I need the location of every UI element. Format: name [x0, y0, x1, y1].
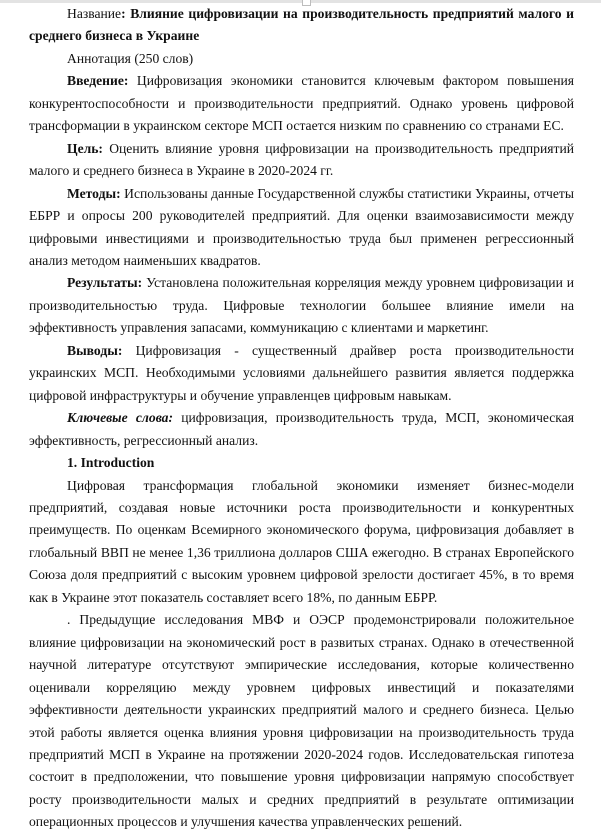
keywords-paragraph	[29, 407, 574, 452]
section-goal	[29, 138, 574, 183]
heading-introduction: 1. Introduction	[67, 455, 155, 471]
title-text: : Влияние цифровизации на производительность предприятий малого и среднего бизнеса в Украине	[29, 6, 574, 44]
section-methods	[29, 183, 574, 273]
section-conclusions	[29, 340, 574, 407]
section-text: Использованы данные Государственной службы статистики Украины, отчеты ЕБРР и опросы 200 руководителей предприятий. Для оценки взаимозависимости между цифровыми инвестициями и производительностью труда был применен регрессионный анализ методом наименьших квадратов.	[29, 185, 574, 268]
section-text: Цифровизация экономики становится ключевым фактором повышения конкурентоспособности и производительности предприятий. Однако уровень цифровой трансформации в украинском секторе МСП остается низким по сравнению со странами ЕС.	[29, 73, 574, 134]
body-paragraph: Цифровая трансформация глобальной экономики изменяет бизнес-модели предприятий, создавая новые источники роста производительности и конкурентных преимуществ. По оценкам Всемирного экономического форума, цифровизация добавляет в глобальный ВВП не менее 1,36 триллиона долларов США ежегодно. В странах Европейского Союза доля предприятий с высоким уровнем цифровой зрелости достигает 45%, в то время как в Украине этот показатель составляет всего 18%, по данным ЕБРР.	[29, 477, 574, 605]
section-results	[29, 272, 574, 339]
document-page[interactable]	[29, 3, 574, 834]
section-text: Установлена положительная корреляция между уровнем цифровизации и производительностью труда. Цифровые технологии большее влияние имели на эффективность управления запасами, коммуникацию с клиентами и маркетинг.	[29, 275, 574, 336]
title-paragraph	[29, 3, 574, 48]
annotation-line: Аннотация (250 слов)	[67, 50, 194, 66]
section-introduction	[29, 70, 574, 137]
section-label: Методы:	[67, 185, 121, 201]
title-label: Название	[67, 6, 122, 21]
section-label: Выводы:	[67, 342, 123, 358]
body-paragraph: . Предыдущие исследования МВФ и ОЭСР продемонстрировали положительное влияние цифровизации на экономический рост в развитых странах. Однако в отечественной научной литературе отсутствуют эмпирические исследования, которые количественно оценивали корреляцию между уровнем цифровых инвестиций и показателями эффективности деятельности украинских предприятий малого и среднего бизнеса. Целью этой работы является оценка влияния уровня цифровизации на производительность труда предприятий МСП в Украине на протяжении 2020-2024 годов. Исследовательская гипотеза состоит в предположении, что повышение уровня цифровизации напрямую способствует росту производительности малых и средних предприятий в результате оптимизации операционных процессов и улучшения качества управленческих решений.	[29, 612, 574, 830]
keywords-text: цифровизация, производительность труда, МСП, экономическая эффективность, регрессионный анализ.	[29, 410, 574, 448]
section-text: Цифровизация - существенный драйвер роста производительности украинских МСП. Необходимыми условиями дальнейшего развития является поддержка цифровой инфраструктуры и обучение управленцев цифровым навыкам.	[29, 342, 574, 403]
section-label: Результаты:	[67, 275, 143, 291]
keywords-label: Ключевые слова:	[67, 410, 174, 426]
section-label: Цель:	[67, 140, 103, 156]
section-text: Оценить влияние уровня цифровизации на производительность предприятий малого и среднего бизнеса в Украине в 2020-2024 гг.	[29, 140, 574, 179]
section-label: Введение:	[67, 73, 129, 89]
